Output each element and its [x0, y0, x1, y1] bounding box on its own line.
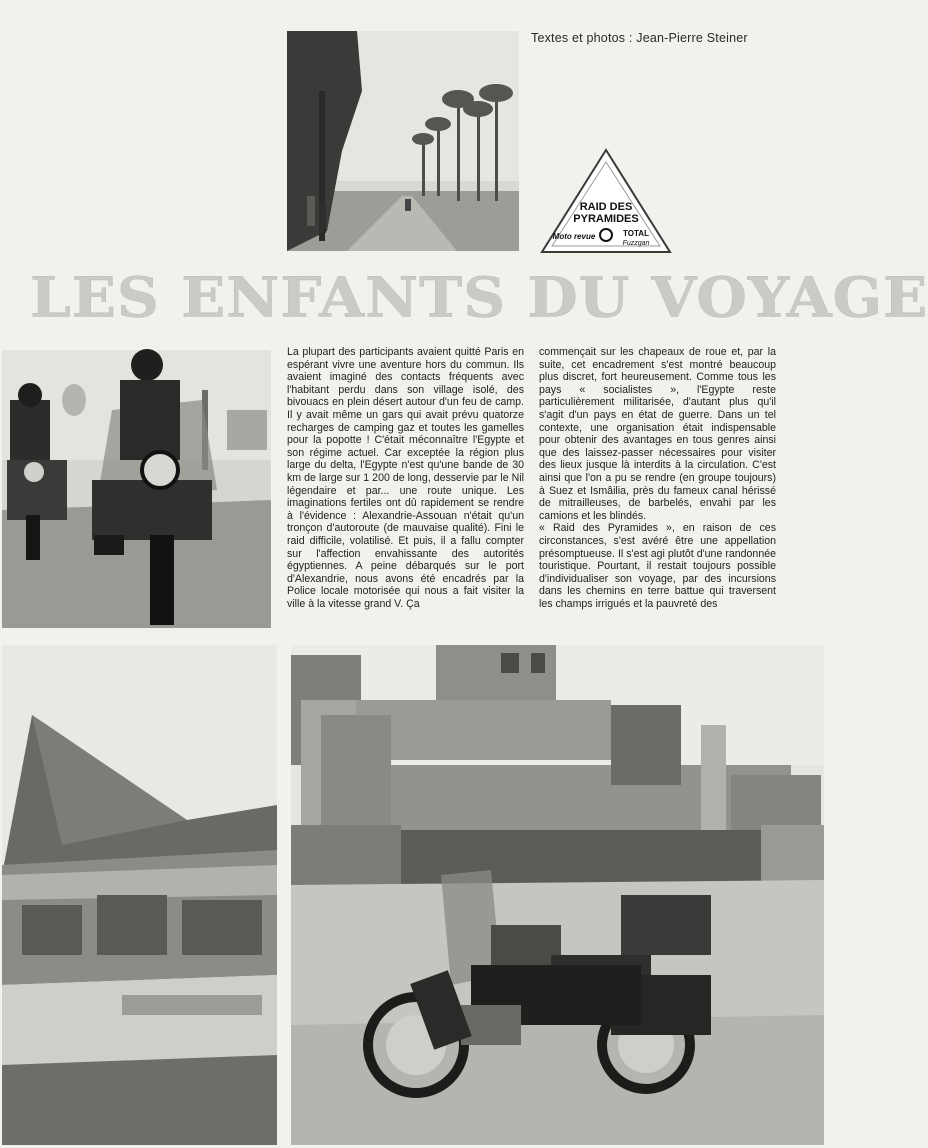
photo-palm-road [287, 31, 519, 251]
svg-text:RAID DES: RAID DES [579, 201, 633, 213]
article-column-1 [287, 346, 524, 610]
paragraph: « Raid des Pyramides », en raison de ces circonstances, s'est avéré être une appellation présomptueuse. Il s'est agi plutôt d'une randonnée touristique. Pourtant, il restait toujours possible d'individualiser son voyage, par des incursions dans les chemins en terre battue qui traversent les champs irrigués et la pauvreté des [539, 522, 776, 610]
photo-ruins-motorcycle [291, 645, 824, 1145]
photo-pyramid [2, 645, 277, 1145]
svg-text:PYRAMIDES: PYRAMIDES [573, 213, 639, 225]
photo-motorcycles-city [2, 350, 271, 628]
svg-text:TOTAL: TOTAL [623, 229, 649, 238]
photo-credit: Textes et photos : Jean-Pierre Steiner [531, 31, 748, 45]
svg-text:Moto revue: Moto revue [552, 232, 596, 241]
article-column-2 [539, 346, 776, 610]
article-headline: LES ENFANTS DU VOYAGE [30, 264, 928, 330]
raid-des-pyramides-logo [540, 148, 672, 256]
svg-text:Fuzzgan: Fuzzgan [622, 240, 650, 247]
paragraph: La plupart des participants avaient quitté Paris en espérant vivre une aventure hors du commun. Ils avaient imaginé des contacts fréquents avec l'habitant perdu dans son village isolé, des bivouacs en plein désert autour d'un feu de camp. Il y avait même un gars qui avait prévu quatorze recharges de camping gaz et toutes les gamelles pour la popotte ! C'était méconnaître l'Egypte et son régime actuel. Car exceptée la région plus large du delta, l'Egypte n'est qu'une bande de 30 km de large sur 1 200 de long, desservie par le Nil légendaire et par... une route unique. Les imaginations fertiles ont dû rapidement se rendre à l'évidence : Alexandrie-Assouan n'était qu'un tronçon d'autoroute (de mauvaise qualité). Fini le raid difficile, volatilisé. Et puis, il a fallu compter sur l'affection envahissante des autorités égyptiennes. A peine débarqués sur le port d'Alexandrie, nous avons été encadrés par la Police locale motorisée qui nous a fait visiter la ville à la vitesse grand V. Ça [287, 346, 524, 610]
paragraph: commençait sur les chapeaux de roue et, par la suite, cet encadrement s'est montré beaucoup plus discret, fort heureusement. Comme tous les pays « socialistes », l'Egypte reste particulièrement militarisée, d'autant plus qu'il s'agit d'un pays en état de guerre. Dans un tel contexte, une organisation était indispensable pour obtenir des avantages en tous genres ainsi que des laissez-passer nécessaires pour visiter des lieux jusque là interdits à la circulation. C'est ainsi que l'on a pu se rendre (en groupe toujours) à Suez et Ismâilia, près du fameux canal hérissé de mitrailleuses, de barbelés, envahi par les camions et les blindés. [539, 346, 776, 522]
